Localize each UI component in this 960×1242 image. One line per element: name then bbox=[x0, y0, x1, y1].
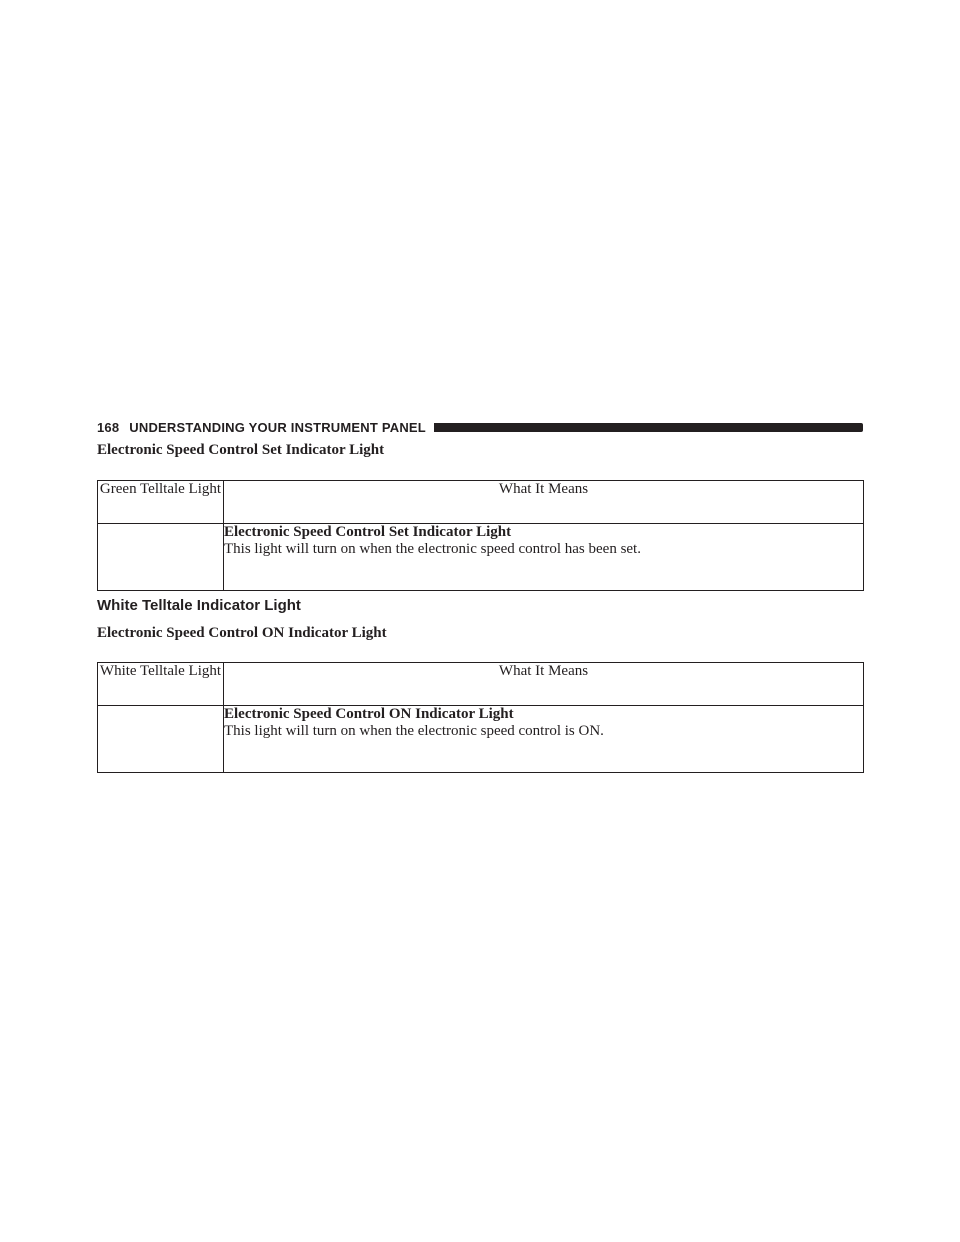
white-telltale-subheading: Electronic Speed Control ON Indicator Light bbox=[97, 625, 387, 641]
what-it-means-column-header: What It Means bbox=[224, 481, 864, 524]
header-rule bbox=[434, 423, 863, 432]
page-header bbox=[97, 418, 863, 436]
white-telltale-table bbox=[97, 662, 864, 773]
table-header-row bbox=[98, 481, 864, 524]
meaning-title: Electronic Speed Control ON Indicator Light bbox=[224, 706, 514, 722]
what-it-means-column-header: What It Means bbox=[224, 663, 864, 706]
page-number: 168 bbox=[97, 419, 120, 435]
meaning-cell bbox=[224, 706, 864, 773]
white-telltale-section-heading: White Telltale Indicator Light bbox=[97, 597, 301, 614]
meaning-cell bbox=[224, 524, 864, 591]
table-row bbox=[98, 524, 864, 591]
meaning-title: Electronic Speed Control Set Indicator Light bbox=[224, 524, 512, 540]
white-telltale-column-header: White Telltale Light bbox=[98, 663, 224, 706]
green-telltale-table bbox=[97, 480, 864, 591]
meaning-text: This light will turn on when the electronic speed control is ON. bbox=[224, 723, 604, 739]
telltale-icon-cell bbox=[98, 706, 224, 773]
green-telltale-column-header: Green Telltale Light bbox=[98, 481, 224, 524]
section-name: UNDERSTANDING YOUR INSTRUMENT PANEL bbox=[129, 419, 426, 435]
meaning-text: This light will turn on when the electronic speed control has been set. bbox=[224, 541, 641, 557]
table-header-row bbox=[98, 663, 864, 706]
table-row bbox=[98, 706, 864, 773]
telltale-icon-cell bbox=[98, 524, 224, 591]
green-telltale-subheading: Electronic Speed Control Set Indicator Light bbox=[97, 442, 385, 458]
